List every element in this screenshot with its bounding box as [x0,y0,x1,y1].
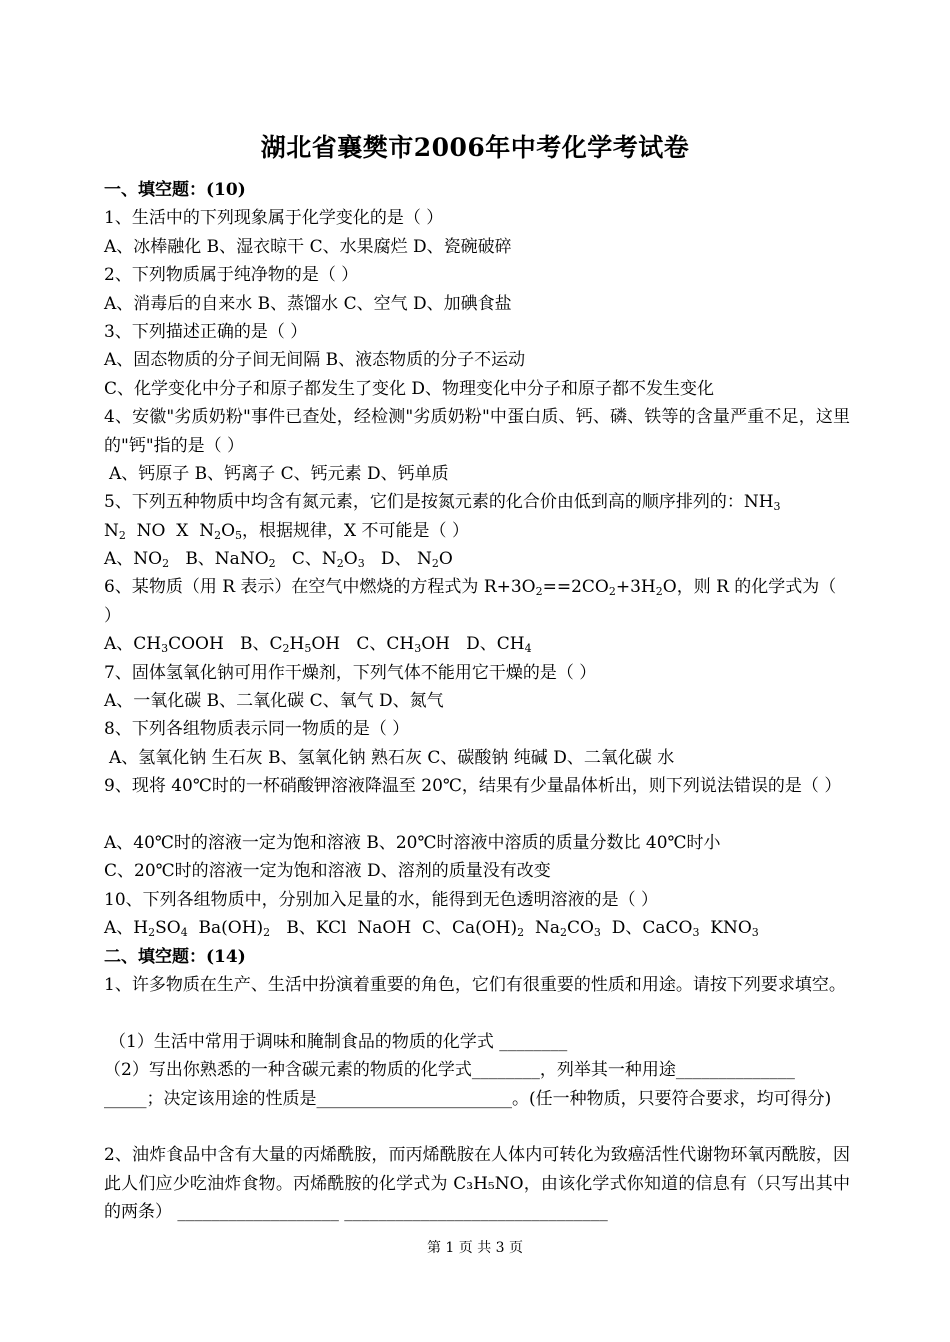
q9-options-2: C、20℃时的溶液一定为饱和溶液 D、溶剂的质量没有改变 [104,861,551,882]
q3-options-2: C、化学变化中分子和原子都发生了变化 D、物理变化中分子和原子都不发生变化 [104,378,715,399]
s2-q1-sub2: （2）写出你熟悉的一种含碳元素的物质的化学式________，列举其一种用途______________ [104,1060,795,1081]
q6-options: A、$CH_3COOH$ B、$C_2H_5OH$ C、$CH_3OH$ D、$CH_4$ [104,634,532,656]
q2-stem: 2、下列物质属于纯净物的是（ ） [104,265,359,286]
q8-options: A、氢氧化钠 生石灰 B、氢氧化钠 熟石灰 C、碳酸钠 纯碱 D、二氧化碳 水 [109,747,675,768]
s2-q1-sub2b: _____；决定该用途的性质是_______________________。(任一种物质，只要符合要求，均可得分) [104,1088,832,1109]
q7-options: A、一氧化碳 B、二氧化碳 C、氧气 D、氮气 [104,691,444,712]
q4-stem: 4、安徽"劣质奶粉"事件已查处，经检测"劣质奶粉"中蛋白质、钙、磷、铁等的含量严重不足，这里的"钙"指的是（ ） [104,407,850,456]
s2-q1-stem: 1、许多物质在生产、生活中扮演着重要的角色，它们有很重要的性质和用途。请按下列要求填空。 [104,974,846,995]
q1-options: A、冰棒融化 B、湿衣晾干 C、水果腐烂 D、瓷碗破碎 [104,236,512,257]
q5-stem-text: 5、下列五种物质中均含有氮元素，它们是按氮元素的化合价由低到高的顺序排列的：NH [104,492,774,513]
q6-stem-line2: ） [104,605,121,626]
q9-stem: 9、现将 40℃时的一杯硝酸钾溶液降温至 20℃，结果有少量晶体析出，则下列说法错误的是（ ） [104,776,842,797]
q6-stem-line1: 6、某物质（用 R 表示）在空气中燃烧的方程式为 $R+3O_2==2CO_2+3H_2O$，则 R 的化学式为（ [104,577,837,599]
document-title: 湖北省襄樊市2006年中考化学考试卷 [260,133,690,162]
q1-stem: 1、生活中的下列现象属于化学变化的是（ ） [104,208,444,229]
section1-heading: 一、填空题：(10) [104,180,246,200]
q5-stem-line1: 5、下列五种物质中均含有氮元素，它们是按氮元素的化合价由低到高的顺序排列的：$NH_3$ [104,492,781,514]
page-footer: 第 1 页 共 3 页 [426,1240,524,1256]
section2-heading: 二、填空题：(14) [104,946,246,967]
s2-q2-stem: 2、油炸食品中含有大量的丙烯酰胺，而丙烯酰胺在人体内可转化为致癌活性代谢物环氧丙酰胺，因此人们应少吃油炸食物。丙烯酰胺的化学式为 C₃H₅NO，由该化学式你知道的信息有（只写出其中的两条） ___________________ _______________________________ [104,1145,850,1223]
q3-stem: 3、下列描述正确的是（ ） [104,321,308,342]
q8-stem: 8、下列各组物质表示同一物质的是（ ） [104,719,410,740]
q5-options: A、$NO_2$ B、NaNO$_2$ C、$N_2O_3$ D、 $N_2O$ [104,549,453,571]
q2-options: A、消毒后的自来水 B、蒸馏水 C、空气 D、加碘食盐 [104,293,512,314]
document-body [104,176,850,1227]
q10-options: A、$H_2SO_4$ $Ba(OH)_2$ B、KCl NaOH C、$Ca(OH)_2$ $Na_2CO_3$ D、CaCO$_3$ $KNO_3$ [104,918,759,940]
q5-stem-line2: $N_2$ NO X $N_2O_5$，根据规律，X 不可能是（ ） [104,520,469,542]
q7-stem: 7、固体氢氧化钠可用作干燥剂，下列气体不能用它干燥的是（ ） [104,662,597,683]
q9-options-1: A、40℃时的溶液一定为饱和溶液 B、20℃时溶液中溶质的质量分数比 40℃时小 [104,833,721,854]
q10-stem: 10、下列各组物质中，分别加入足量的水，能得到无色透明溶液的是（ ） [104,889,659,910]
q4-options: A、钙原子 B、钙离子 C、钙元素 D、钙单质 [109,463,449,484]
q3-options-1: A、固态物质的分子间无间隔 B、液态物质的分子不运动 [104,350,526,371]
s2-q1-sub1: （1）生活中常用于调味和腌制食品的物质的化学式 ________ [109,1031,568,1052]
q5-stem-tail: ，根据规律，X 不可能是（ ） [242,520,469,541]
